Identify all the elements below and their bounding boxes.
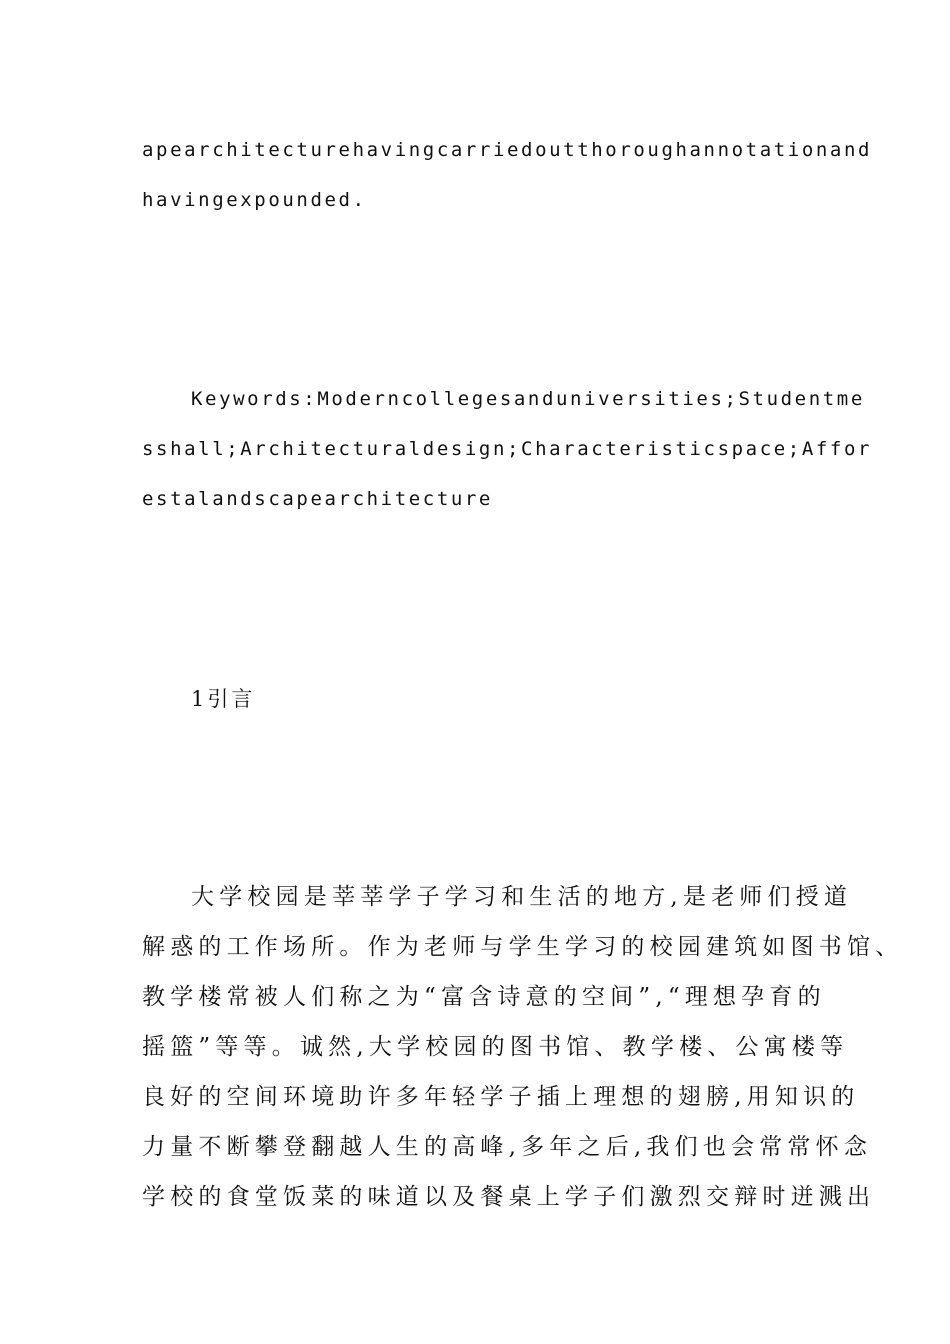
body-line-4: 摇篮”等等。诚然,大学校园的图书馆、教学楼、公寓楼等	[142, 1034, 849, 1060]
body-line-1: 大学校园是莘莘学子学习和生活的地方,是老师们授道	[191, 884, 853, 910]
abstract-line-2: havingexpounded.	[142, 189, 367, 211]
abstract-line-1: apearchitecturehavingcarriedoutthoroughannotationand	[142, 139, 873, 161]
keywords-line-2: sshall;Architecturaldesign;Characteristicspace;Affor	[142, 438, 873, 460]
section-heading: 1引言	[191, 687, 256, 711]
keywords-line-1: Keywords:Moderncollegesanduniversities;Studentme	[191, 388, 865, 410]
body-line-6: 力量不断攀登翻越人生的高峰,多年之后,我们也会常常怀念	[142, 1134, 873, 1160]
body-line-2: 解惑的工作场所。作为老师与学生学习的校园建筑如图书馆、	[142, 934, 904, 960]
body-line-5: 良好的空间环境助许多年轻学子插上理想的翅膀,用知识的	[142, 1084, 860, 1110]
body-line-7: 学校的食堂饭菜的味道以及餐桌上学子们激烈交辩时迸溅出	[142, 1184, 876, 1210]
body-line-3: 教学楼常被人们称之为“富含诗意的空间”,“理想孕育的	[142, 984, 826, 1010]
keywords-line-3: estalandscapearchitecture	[142, 488, 493, 510]
